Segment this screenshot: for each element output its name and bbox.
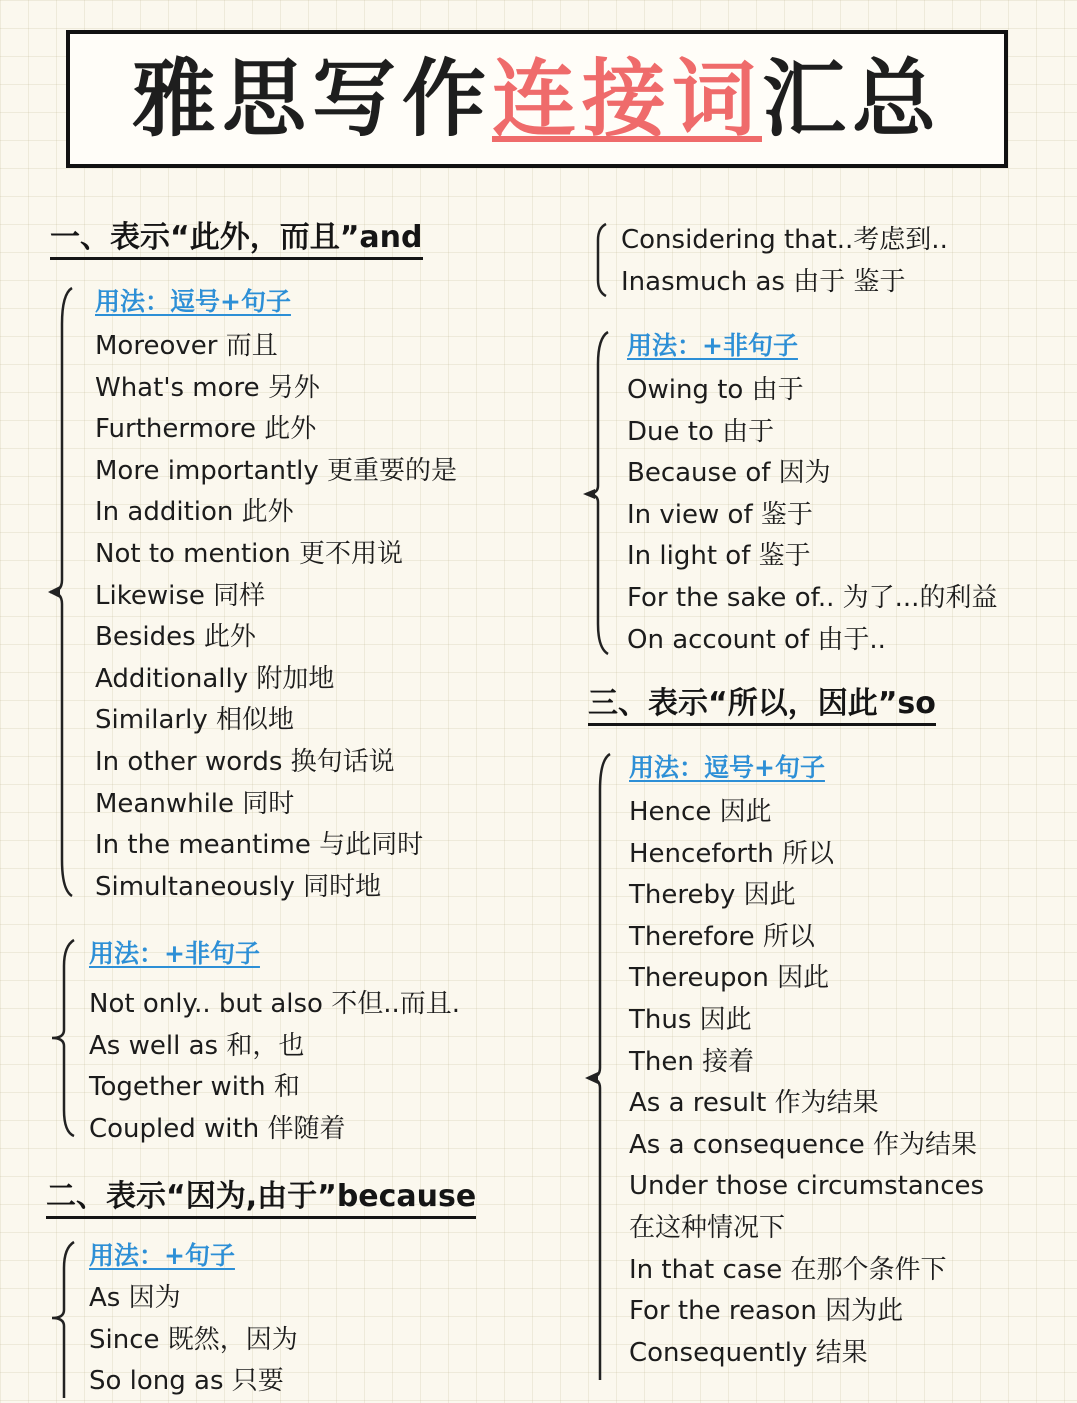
list-item: Additionally 附加地 <box>95 663 335 694</box>
list-item: Because of 因为 <box>627 458 831 489</box>
list-item: So long as 只要 <box>89 1366 284 1396</box>
page-title <box>131 49 943 148</box>
list-item: Coupled with 伴随着 <box>89 1113 346 1144</box>
list-item: In addition 此外 <box>95 497 294 528</box>
usage-label: 用法：逗号+句子 <box>95 287 291 316</box>
list-item: Moreover 而且 <box>95 331 278 361</box>
section-heading-so: 三、表示“所以，因此”so <box>588 685 936 726</box>
and-list-2 <box>89 984 460 1150</box>
so-list-1 <box>629 792 984 1374</box>
list-item: Inasmuch as 由于 鉴于 <box>621 266 906 297</box>
usage-label: 用法：逗号+句子 <box>629 753 825 782</box>
list-item: Thereupon 因此 <box>629 963 830 994</box>
list-item: On account of 由于.. <box>627 624 886 655</box>
list-item: Then 接着 <box>629 1046 755 1077</box>
list-item: Consequently 结果 <box>629 1337 868 1368</box>
brace-icon <box>582 750 622 1380</box>
brace-icon <box>580 328 620 658</box>
list-item: Meanwhile 同时 <box>95 788 295 819</box>
list-item: Furthermore 此外 <box>95 414 317 445</box>
list-item: Likewise 同样 <box>95 580 266 611</box>
list-item: As 因为 <box>89 1283 181 1313</box>
section-heading-and: 一、表示“此外，而且”and <box>50 219 423 260</box>
list-item: Thus 因此 <box>629 1004 752 1035</box>
brace-icon <box>44 284 84 900</box>
list-item: Due to 由于 <box>627 416 775 447</box>
list-item: Simultaneously 同时地 <box>95 871 382 902</box>
list-item: For the reason 因为此 <box>629 1296 904 1327</box>
section-heading-because: 二、表示“因为,由于”because <box>46 1178 476 1219</box>
list-item: As a result 作为结果 <box>629 1088 879 1119</box>
because-list-2 <box>627 370 997 661</box>
brace-icon <box>44 1238 84 1398</box>
list-item: In light of 鉴于 <box>627 541 811 572</box>
list-item: Not to mention 更不用说 <box>95 538 404 569</box>
list-item: Besides 此外 <box>95 622 256 653</box>
because-list-1 <box>89 1278 298 1403</box>
list-item: 在这种情况下 <box>629 1212 786 1243</box>
list-item: In other words 换句话说 <box>95 746 395 777</box>
list-item: Similarly 相似地 <box>95 705 294 736</box>
list-item: Owing to 由于 <box>627 375 804 405</box>
title-part-1: 雅思写作 <box>131 49 492 148</box>
list-item: Together with 和 <box>89 1072 300 1102</box>
list-item: Considering that..考虑到.. <box>621 225 948 255</box>
list-item: Henceforth 所以 <box>629 838 835 869</box>
because-list-1-cont <box>621 220 948 303</box>
title-part-2: 汇总 <box>762 49 943 148</box>
list-item: Therefore 所以 <box>629 921 815 952</box>
list-item: Under those circumstances <box>629 1171 985 1202</box>
list-item: What's more 另外 <box>95 372 320 403</box>
usage-label: 用法：+非句子 <box>627 331 798 360</box>
title-accent: 连接词 <box>491 49 762 148</box>
list-item: Not only.. but also 不但..而且. <box>89 989 461 1019</box>
list-item: In view of 鉴于 <box>627 499 813 530</box>
list-item: Thereby 因此 <box>629 880 796 911</box>
and-list-1 <box>95 326 457 908</box>
list-item: In that case 在那个条件下 <box>629 1254 947 1285</box>
list-item: In the meantime 与此同时 <box>95 830 424 861</box>
list-item: As well as 和，也 <box>89 1030 305 1061</box>
list-item: For the sake of.. 为了...的利益 <box>627 582 998 613</box>
brace-icon <box>44 936 84 1140</box>
usage-label: 用法：+句子 <box>89 1241 235 1270</box>
list-item: As a consequence 作为结果 <box>629 1129 978 1160</box>
usage-label: 用法：+非句子 <box>89 939 260 968</box>
list-item: More importantly 更重要的是 <box>95 455 458 486</box>
list-item: Hence 因此 <box>629 797 772 827</box>
title-box <box>66 30 1008 168</box>
list-item: Since 既然，因为 <box>89 1324 298 1355</box>
